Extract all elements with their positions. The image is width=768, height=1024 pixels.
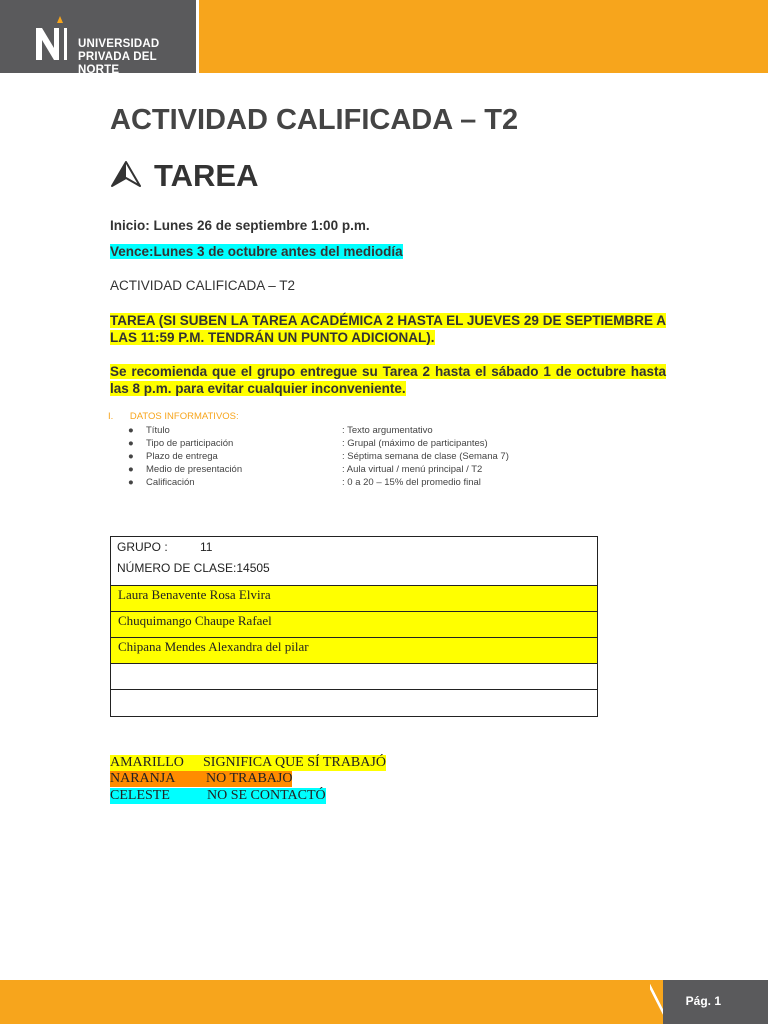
legend-key: NARANJA (110, 771, 176, 786)
info-value: : Séptima semana de clase (Semana 7) (342, 451, 509, 462)
info-value: : Grupal (máximo de participantes) (342, 438, 488, 449)
group-label: GRUPO : (117, 540, 168, 554)
due-date-text: Vence:Lunes 3 de octubre antes del mediodía (110, 244, 403, 259)
class-number: NÚMERO DE CLASE:14505 (117, 561, 270, 575)
group-number: 11 (200, 540, 213, 554)
university-name (78, 38, 196, 77)
section-numeral: I. (108, 411, 114, 422)
legend-cyan (110, 788, 326, 804)
member-row-empty (111, 690, 597, 716)
group-table (110, 536, 598, 717)
header-orange-band (199, 0, 768, 73)
info-value: : 0 a 20 – 15% del promedio final (342, 477, 481, 488)
member-row-empty (111, 664, 597, 690)
navigation-arrow-icon (110, 160, 142, 188)
start-date: Inicio: Lunes 26 de septiembre 1:00 p.m. (110, 218, 370, 233)
info-row (128, 438, 488, 449)
legend-value: NO TRABAJO (206, 771, 293, 786)
legend-key: CELESTE (110, 788, 170, 803)
member-row: Chipana Mendes Alexandra del pilar (111, 638, 597, 664)
activity-subtitle: ACTIVIDAD CALIFICADA – T2 (110, 278, 296, 293)
member-row: Chuquimango Chaupe Rafael (111, 612, 597, 638)
info-label: Medio de presentación (146, 464, 243, 475)
legend-key: AMARILLO (110, 755, 184, 770)
bullet-icon: ● (128, 464, 134, 475)
section-title-text: DATOS INFORMATIVOS: (129, 411, 239, 422)
bullet-icon: ● (128, 425, 134, 436)
info-label: Título (146, 425, 170, 436)
info-value: : Texto argumentativo (342, 425, 433, 436)
university-line-1: UNIVERSIDAD (78, 38, 160, 50)
tarea-heading: TAREA (154, 158, 259, 193)
bonus-notice (110, 312, 666, 346)
due-date (110, 244, 403, 259)
info-label: Tipo de participación (146, 438, 234, 449)
bonus-notice-text: TAREA (SI SUBEN LA TAREA ACADÉMICA 2 HASTA EL JUEVES 29 DE SEPTIEMBRE A LAS 11:59 P.M. TENDRÁN UN PUNTO ADICIONAL). (110, 313, 666, 345)
legend-orange (110, 771, 292, 787)
info-row (128, 477, 481, 488)
page-footer (0, 980, 768, 1024)
info-label: Plazo de entrega (146, 451, 218, 462)
group-header (111, 537, 597, 586)
info-value: : Aula virtual / menú principal / T2 (342, 464, 483, 475)
recommendation-notice (110, 363, 666, 397)
footer-divider (650, 980, 664, 1024)
legend-value: NO SE CONTACTÓ (207, 788, 326, 803)
bullet-icon: ● (128, 451, 134, 462)
info-row (128, 451, 509, 462)
datos-section-title (108, 411, 239, 422)
header-brand-panel (0, 0, 196, 76)
upn-n-logo-icon (34, 14, 74, 62)
page-title: ACTIVIDAD CALIFICADA – T2 (110, 104, 519, 136)
bullet-icon: ● (128, 477, 134, 488)
legend-yellow (110, 755, 386, 771)
info-row (128, 425, 433, 436)
recommendation-text: Se recomienda que el grupo entregue su Tarea 2 hasta el sábado 1 de octubre hasta las 8 p.m. para evitar cualquier inconveniente. (110, 364, 666, 396)
member-row: Laura Benavente Rosa Elvira (111, 586, 597, 612)
bullet-icon: ● (128, 438, 134, 449)
university-line-2: PRIVADA DEL NORTE (78, 51, 157, 76)
page-number: Pág. 1 (685, 994, 721, 1008)
legend-value: SIGNIFICA QUE SÍ TRABAJÓ (203, 755, 386, 770)
info-row (128, 464, 483, 475)
info-label: Calificación (146, 477, 195, 488)
